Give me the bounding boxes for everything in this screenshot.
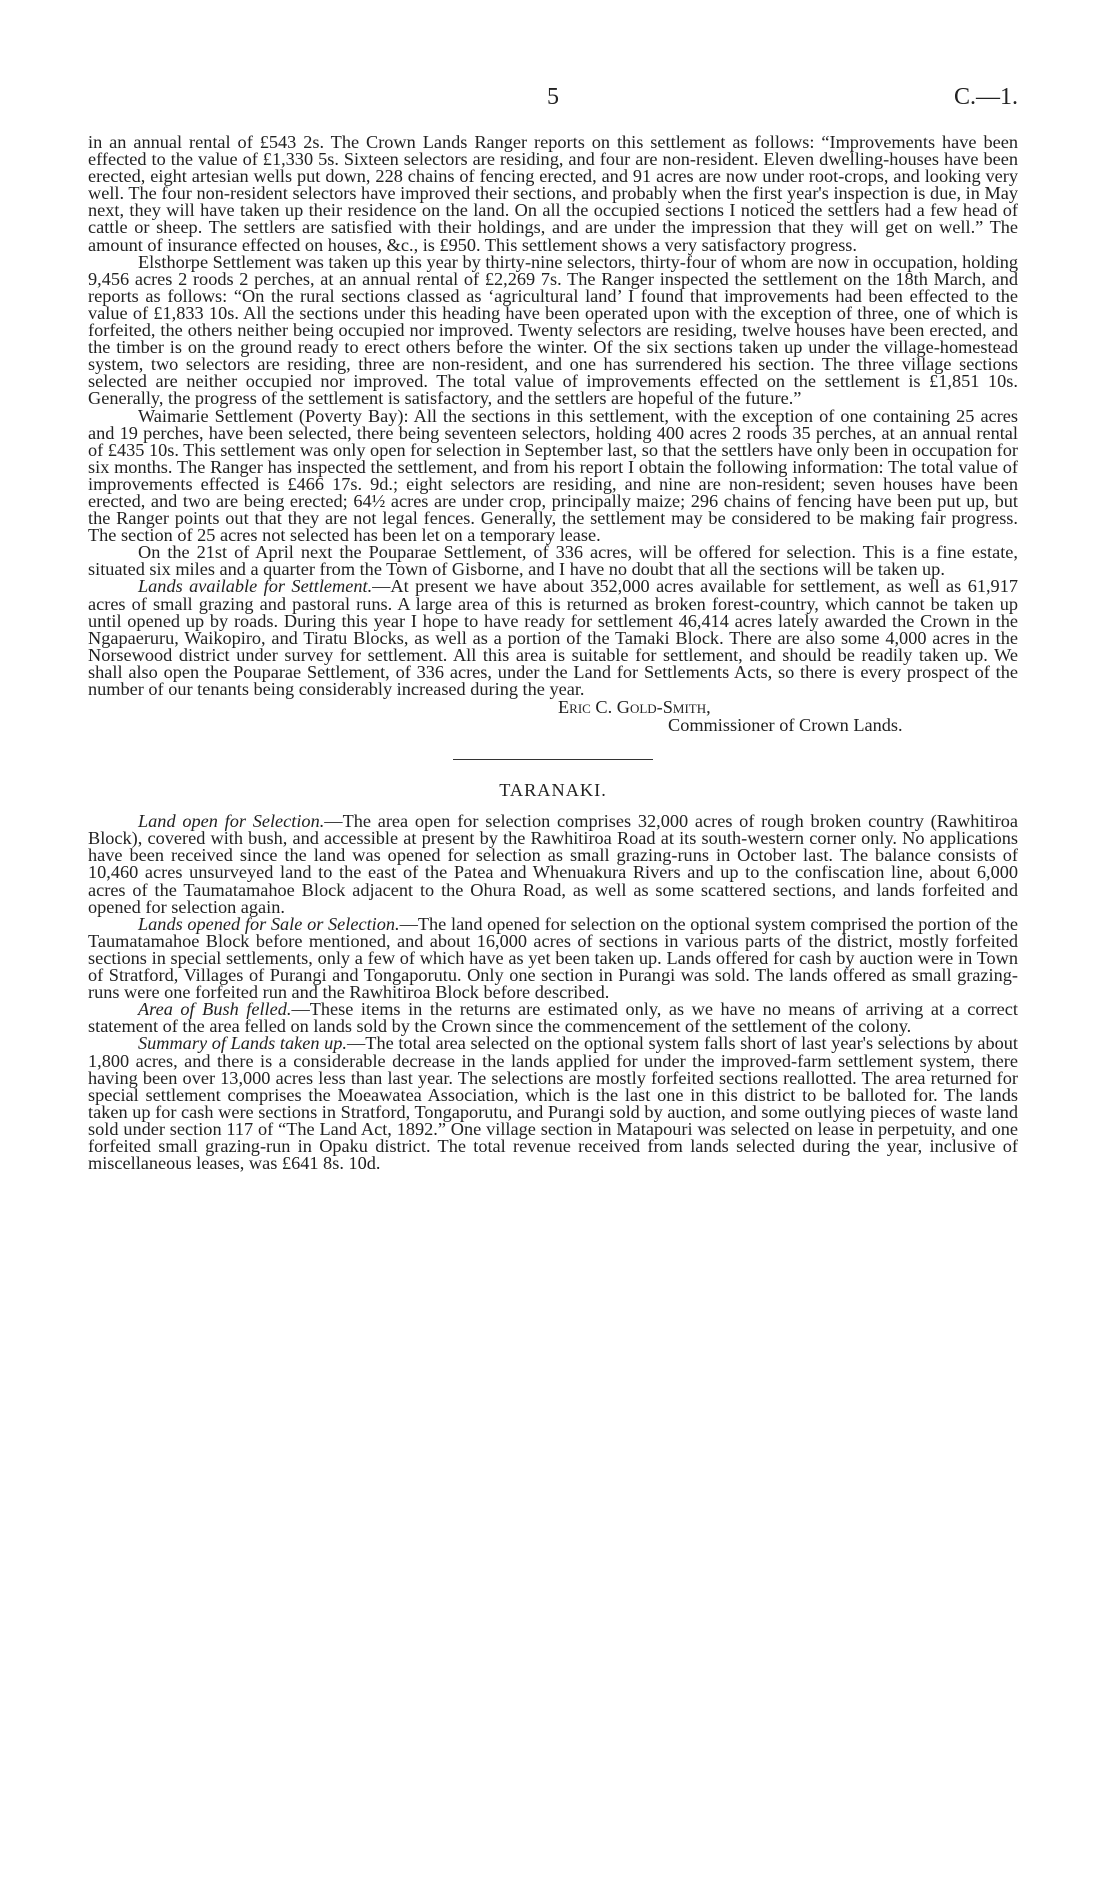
paragraph-text: —The total area selected on the optional system falls short of last year's selections by about 1,800 acres, and there is a considerable decrease in the lands applied for under the improved-farm settlement system, there having been over 13,000 acres less than last year. The selections are mostly forfeited sections reallotted. The area returned for special settlement comprises the Moeawatea Association, which is the last one in this district to be balloted for. The lands taken up for cash were sections in Stratford, Tongaporutu, and Purangi sold by auction, and some outlying pieces of waste land sold under section 117 of “The Land Act, 1892.” One village section in Matapouri was selected on lease in perpetuity, and one forfeited small grazing-run in Opaku district. The total revenue received from lands selected during the year, inclusive of miscellaneous leases, was £641 8s. 10d. bbox=[88, 1033, 1018, 1174]
paragraph: On the 21st of April next the Pouparae Settlement, of 336 acres, will be offered for selection. This is a fine estate, situated six miles and a quarter from the Town of Gisborne, and I have no doubt that all the sections will be taken up. bbox=[88, 542, 1018, 580]
paragraph-text: —The land opened for selection on the optional system comprised the portion of the Taumatamahoe Block before mentioned, and about 16,000 acres of sections in various parts of the district, mostly forfeited sections in special settlements, only a few of which have as yet been taken up. Lands offered for cash by auction were in Town of Stratford, Villages of Purangi and Tongaporutu. Only one section in Purangi was sold. The lands offered as small grazing-runs were one forfeited run and the Rawhitiroa Block before described. bbox=[88, 913, 1019, 1003]
paragraph: Waimarie Settlement (Poverty Bay): All the sections in this settlement, with the exception of one containing 25 acres and 19 perches, have been selected, there being seventeen selectors, holding 400 acres 2 roods 35 perches, at an annual rental of £435 10s. This settlement was only open for selection in September last, so that the settlers have only been in occupation for six months. The Ranger has inspected the settlement, and from his report I obtain the following information: The total value of improvements effected is £466 17s. 9d.; eight selectors are residing, and nine are non-resident; seven houses have been erected, and two are being erected; 64½ acres are under crop, principally maize; 296 chains of fencing have been put up, but the Ranger points out that they are not legal fences. Generally, the settlement may be considered to be making fair progress. The section of 25 acres not selected has been let on a temporary lease. bbox=[88, 405, 1018, 546]
page-header bbox=[88, 84, 1018, 118]
paragraph bbox=[88, 578, 1018, 698]
document-reference: C.—1. bbox=[953, 84, 1018, 110]
paragraph-text: —These items in the returns are estimated only, as we have no means of arriving at a correct statement of the area felled on lands sold by the Crown since the commencement of the settlement of the colony. bbox=[88, 999, 1018, 1037]
signature-title: Commissioner of Crown Lands. bbox=[668, 715, 903, 736]
paragraph-lead: Lands available for Settlement. bbox=[138, 576, 373, 597]
section-divider bbox=[453, 759, 653, 760]
paragraph bbox=[88, 913, 1019, 1003]
paragraph bbox=[88, 1001, 1018, 1035]
page-number: 5 bbox=[547, 84, 559, 110]
signature-block bbox=[88, 699, 1018, 735]
signature-name: Eric C. Gold-Smith, bbox=[558, 697, 711, 718]
paragraph-lead: Area of Bush felled. bbox=[138, 999, 292, 1020]
section-heading: TARANAKI. bbox=[499, 780, 607, 801]
paragraph: in an annual rental of £543 2s. The Crown Lands Ranger reports on this settlement as follows: “Improvements have been effected to the value of £1,330 5s. Sixteen selectors are residing, and four are non-resident. Eleven dwelling-houses have been erected, eight artesian wells put down, 228 chains of fencing erected, and 91 acres are now under root-crops, and looking very well. The four non-resident selectors have improved their sections, and probably when the first year's inspection is due, in May next, they will have taken up their residence on the land. On all the occupied sections I noticed the settlers had a few head of cattle or sheep. The settlers are satisfied with their holdings, and are under the impression that they will get on well.” The amount of insurance effected on houses, &c., is £950. This settlement shows a very satisfactory progress. bbox=[88, 132, 1018, 255]
paragraph-lead: Lands opened for Sale or Selection. bbox=[138, 913, 400, 934]
paragraph bbox=[88, 1035, 1018, 1172]
paragraph bbox=[88, 813, 1018, 916]
paragraph-text: —At present we have about 352,000 acres available for settlement, as well as 61,917 acres of small grazing and pastoral runs. A large area of this is returned as broken forest-country, which cannot be taken up until opened up by roads. During this year I hope to have ready for settlement 46,414 acres lately awarded the Crown in the Ngapaeruru, Waikopiro, and Tiratu Blocks, as well as a portion of the Tamaki Block. There are also some 4,000 acres in the Norsewood district under survey for settlement. All this area is suitable for settlement, and should be readily taken up. We shall also open the Pouparae Settlement, of 336 acres, under the Land for Settlements Acts, so there is every prospect of the number of our tenants being considerably increased during the year. bbox=[88, 576, 1018, 699]
paragraph: Elsthorpe Settlement was taken up this year by thirty-nine selectors, thirty-four of whom are now in occupation, holding 9,456 acres 2 roods 2 perches, at an annual rental of £2,269 7s. The Ranger inspected the settlement on the 18th March, and reports as follows: “On the rural sections classed as ‘agricultural land’ I found that improvements had been effected to the value of £1,833 10s. All the sections under this heading have been operated upon with the exception of three, one of which is forfeited, the others neither being occupied nor improved. Twenty selectors are residing, twelve houses have been erected, and the timber is on the ground ready to erect others before the winter. Of the six sections taken up under the village-homestead system, two selectors are residing, three are non-resident, and one has surrendered his section. The three village sections selected are neither occupied nor improved. The total value of improvements effected on the settlement is £1,851 10s. Generally, the progress of the settlement is satisfactory, and the settlers are hopeful of the future.” bbox=[88, 251, 1018, 409]
paragraph-lead: Land open for Selection. bbox=[138, 811, 325, 832]
paragraph-lead: Summary of Lands taken up. bbox=[138, 1033, 347, 1054]
document-body bbox=[88, 134, 1018, 1172]
paragraph-text: —The area open for selection comprises 32,000 acres of rough broken country (Rawhitiroa Block), covered with bush, and accessible at present by the Rawhitiroa Road at its south-western corner only. No applications have been received since the land was opened for selection as small grazing-runs in October last. The balance consists of 10,460 acres unsurveyed land to the east of the Patea and Whenuakura Rivers and up to the confiscation line, about 6,000 acres of the Taumatamahoe Block adjacent to the Ohura Road, as well as some scattered sections, and lands forfeited and opened for selection again. bbox=[88, 811, 1018, 917]
